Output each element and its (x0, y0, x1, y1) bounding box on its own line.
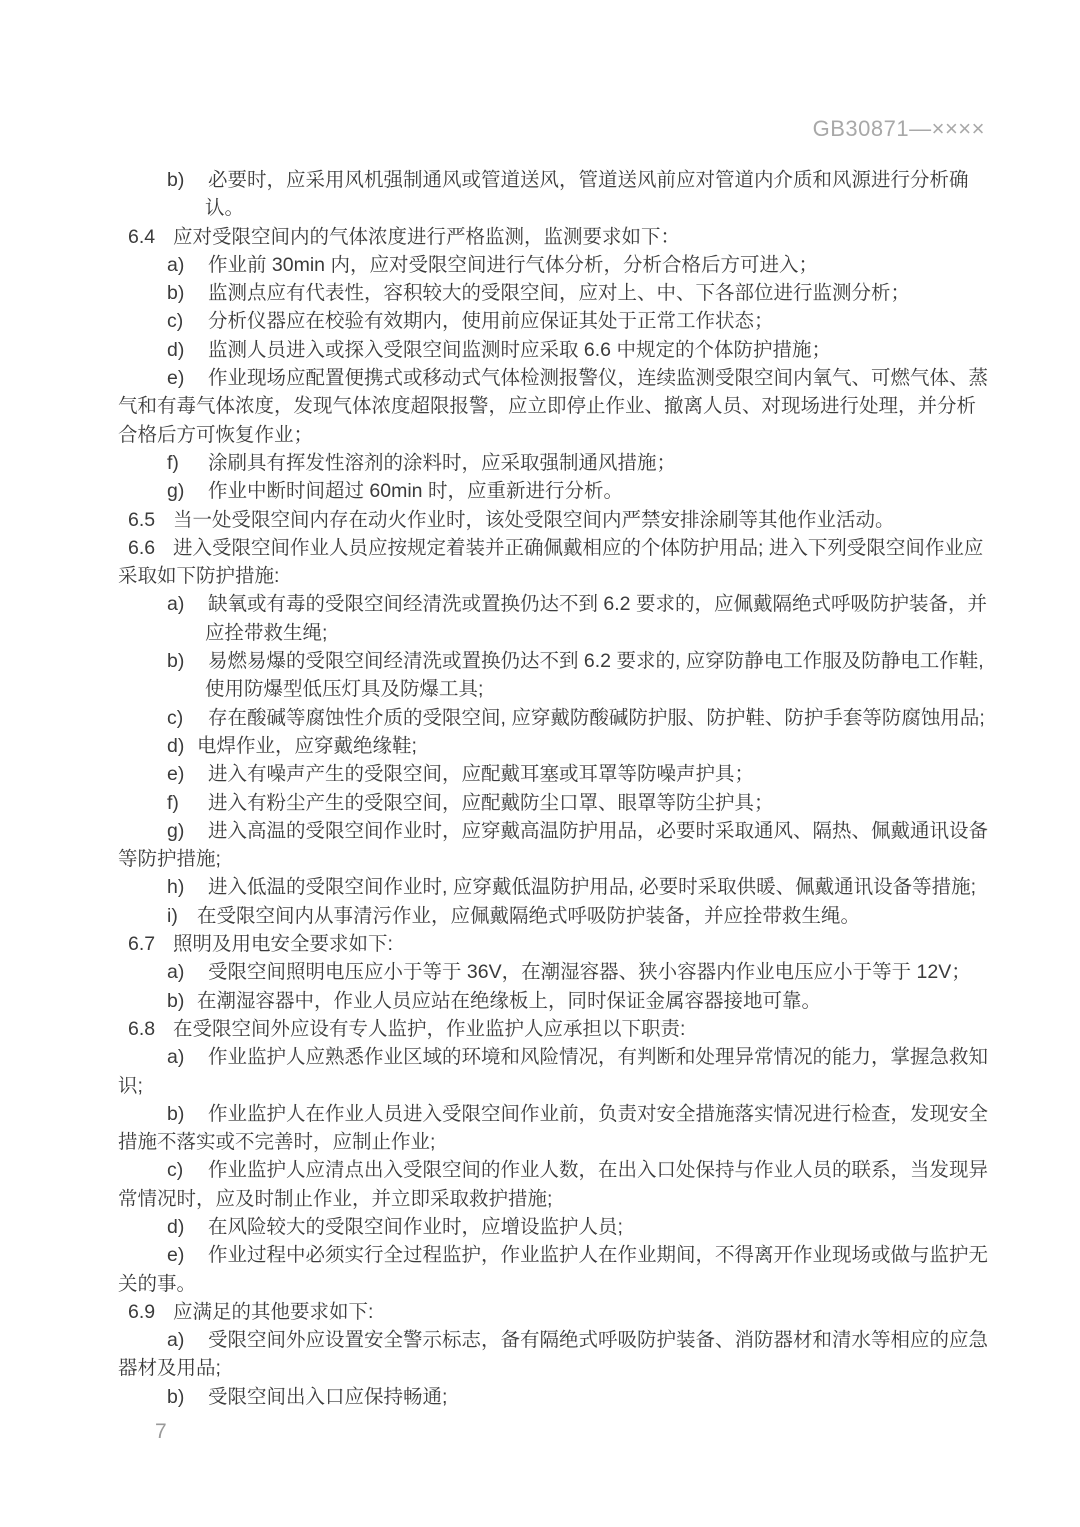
line-text: 作业监护人在作业人员进入受限空间作业前，负责对安全措施落实情况进行检查，发现安全 (208, 1102, 989, 1125)
line-label: d) (167, 338, 185, 361)
doc-number: GB30871—×××× (812, 116, 985, 141)
line-label: 6.5 (128, 508, 156, 531)
doc-line (0, 647, 1080, 675)
doc-line (0, 223, 1080, 251)
line-text: 受限空间出入口应保持畅通; (208, 1385, 448, 1408)
line-label: e) (167, 1244, 185, 1267)
doc-line (0, 364, 1080, 392)
doc-line (0, 987, 1080, 1015)
line-label: h) (167, 876, 185, 899)
doc-line (0, 279, 1080, 307)
line-text: 器材及用品; (118, 1357, 221, 1380)
doc-line (0, 1043, 1080, 1071)
line-text: 受限空间外应设置安全警示标志，备有隔绝式呼吸防护装备、消防器材和清水等相应的应急 (208, 1329, 989, 1352)
doc-line (0, 194, 1080, 222)
doc-line (0, 562, 1080, 590)
line-text: 缺氧或有毒的受限空间经清洗或置换仍达不到 6.2 要求的，应佩戴隔绝式呼吸防护装备，并 (208, 593, 987, 616)
doc-line (0, 336, 1080, 364)
line-label: a) (167, 593, 185, 616)
line-text: 电焊作业，应穿戴绝缘鞋; (197, 734, 417, 757)
doc-line (0, 307, 1080, 335)
line-text: 监测点应有代表性，容积较大的受限空间，应对上、中、下各部位进行监测分析； (208, 282, 911, 305)
line-label: b) (167, 650, 185, 673)
line-label: e) (167, 763, 185, 786)
line-label: b) (167, 169, 185, 191)
doc-line (0, 902, 1080, 930)
doc-line (0, 1326, 1080, 1354)
line-label: b) (167, 1102, 185, 1125)
page-number: 7 (155, 1420, 167, 1443)
doc-line (0, 1156, 1080, 1184)
line-label: c) (167, 310, 184, 333)
doc-line (0, 1354, 1080, 1382)
line-label: a) (167, 1329, 185, 1352)
line-label: b) (167, 282, 185, 305)
line-text: 进入有粉尘产生的受限空间，应配戴防尘口罩、眼罩等防尘护具； (208, 791, 774, 814)
doc-line (0, 1213, 1080, 1241)
doc-line (0, 1128, 1080, 1156)
line-text: 气和有毒气体浓度，发现气体浓度超限报警，应立即停止作业、撤离人员、对现场进行处理，并分析 (118, 395, 977, 418)
line-text: 作业监护人应清点出入受限空间的作业人数，在出入口处保持与作业人员的联系，当发现异 (208, 1159, 989, 1182)
line-text: 作业中断时间超过 60min 时，应重新进行分析。 (208, 480, 623, 503)
doc-line (0, 732, 1080, 760)
doc-line (0, 477, 1080, 505)
doc-line (0, 1241, 1080, 1269)
line-label: 6.7 (128, 933, 156, 956)
line-text: 照明及用电安全要求如下: (173, 933, 393, 956)
doc-line (0, 619, 1080, 647)
doc-line (0, 1015, 1080, 1043)
line-text: 等防护措施; (118, 848, 221, 871)
doc-line (0, 534, 1080, 562)
line-text: 在受限空间内从事清污作业，应佩戴隔绝式呼吸防护装备，并应拴带救生绳。 (197, 904, 861, 927)
line-text: 措施不落实或不完善时，应制止作业; (118, 1131, 436, 1154)
doc-line (0, 251, 1080, 279)
line-text: 进入受限空间作业人员应按规定着装并正确佩戴相应的个体防护用品; 进入下列受限空间作业应 (173, 536, 984, 559)
line-text: 在风险较大的受限空间作业时，应增设监护人员; (208, 1215, 623, 1238)
line-text: 识; (118, 1074, 143, 1097)
doc-line (0, 845, 1080, 873)
doc-line (0, 506, 1080, 534)
line-text: 易燃易爆的受限空间经清洗或置换仍达不到 6.2 要求的, 应穿防静电工作服及防静电工作鞋, (208, 650, 984, 673)
doc-line (0, 392, 1080, 420)
line-text: 应满足的其他要求如下: (173, 1300, 374, 1323)
doc-line (0, 675, 1080, 703)
line-label: g) (167, 480, 185, 503)
line-text: 应拴带救生绳; (205, 621, 328, 644)
line-label: c) (167, 706, 184, 729)
line-text: 进入有噪声产生的受限空间，应配戴耳塞或耳罩等防噪声护具； (208, 763, 755, 786)
document-body (0, 166, 1080, 1411)
doc-line (0, 449, 1080, 477)
line-text: 监测人员进入或探入受限空间监测时应采取 6.6 中规定的个体防护措施； (208, 338, 831, 361)
line-label: a) (167, 253, 185, 276)
line-label: a) (167, 961, 185, 984)
doc-line (0, 1298, 1080, 1326)
line-label: 6.9 (128, 1300, 156, 1323)
line-text: 当一处受限空间内存在动火作业时，该处受限空间内严禁安排涂刷等其他作业活动。 (173, 508, 895, 531)
line-text: 作业前 30min 内，应对受限空间进行气体分析，分析合格后方可进入； (208, 253, 818, 276)
doc-line (0, 930, 1080, 958)
doc-line (0, 1270, 1080, 1298)
line-label: f) (167, 451, 179, 474)
line-label: b) (167, 1385, 185, 1408)
doc-line (0, 817, 1080, 845)
doc-line (0, 590, 1080, 618)
doc-line (0, 1072, 1080, 1100)
line-label: 6.8 (128, 1017, 156, 1040)
line-label: g) (167, 819, 185, 842)
doc-line (0, 166, 1080, 194)
line-text: 分析仪器应在校验有效期内，使用前应保证其处于正常工作状态； (208, 310, 774, 333)
line-label: a) (167, 1046, 185, 1069)
line-label: c) (167, 1159, 184, 1182)
line-text: 进入高温的受限空间作业时，应穿戴高温防护用品，必要时采取通风、隔热、佩戴通讯设备 (208, 819, 989, 842)
line-text: 认。 (205, 197, 245, 220)
line-text: 在潮湿容器中，作业人员应站在绝缘板上，同时保证金属容器接地可靠。 (197, 989, 822, 1012)
line-label: 6.6 (128, 536, 156, 559)
line-text: 关的事。 (118, 1272, 197, 1295)
doc-line (0, 1100, 1080, 1128)
line-label: b) (167, 989, 185, 1012)
line-text: 作业过程中必须实行全过程监护，作业监护人在作业期间，不得离开作业现场或做与监护无 (208, 1244, 989, 1267)
line-label: d) (167, 1215, 185, 1238)
line-text: 受限空间照明电压应小于等于 36V，在潮湿容器、狭小容器内作业电压应小于等于 12V； (208, 961, 971, 984)
line-text: 采取如下防护措施: (118, 565, 280, 588)
line-text: 存在酸碱等腐蚀性介质的受限空间, 应穿戴防酸碱防护服、防护鞋、防护手套等防腐蚀用品; (208, 706, 985, 729)
line-text: 在受限空间外应设有专人监护，作业监护人应承担以下职责: (173, 1017, 686, 1040)
line-text: 合格后方可恢复作业； (118, 423, 314, 446)
line-text: 涂刷具有挥发性溶剂的涂料时，应采取强制通风措施； (208, 451, 677, 474)
doc-line (0, 958, 1080, 986)
line-text: 作业监护人应熟悉作业区域的环境和风险情况，有判断和处理异常情况的能力，掌握急救知 (208, 1046, 989, 1069)
line-label: e) (167, 367, 185, 390)
line-label: 6.4 (128, 225, 156, 248)
line-text: 应对受限空间内的气体浓度进行严格监测，监测要求如下： (173, 225, 681, 248)
doc-line (0, 789, 1080, 817)
line-label: i) (167, 904, 178, 927)
line-text: 进入低温的受限空间作业时, 应穿戴低温防护用品, 必要时采取供暖、佩戴通讯设备等措施; (208, 876, 977, 899)
line-label: d) (167, 734, 185, 757)
doc-line (0, 1383, 1080, 1411)
doc-line (0, 873, 1080, 901)
doc-line (0, 1185, 1080, 1213)
line-text: 使用防爆型低压灯具及防爆工具; (205, 678, 484, 701)
line-text: 作业现场应配置便携式或移动式气体检测报警仪，连续监测受限空间内氧气、可燃气体、蒸 (208, 367, 989, 390)
line-text: 必要时，应采用风机强制通风或管道送风，管道送风前应对管道内介质和风源进行分析确 (208, 169, 969, 191)
line-label: f) (167, 791, 179, 814)
doc-line (0, 704, 1080, 732)
doc-line (0, 760, 1080, 788)
doc-line (0, 421, 1080, 449)
line-text: 常情况时，应及时制止作业，并立即采取救护措施; (118, 1187, 553, 1210)
